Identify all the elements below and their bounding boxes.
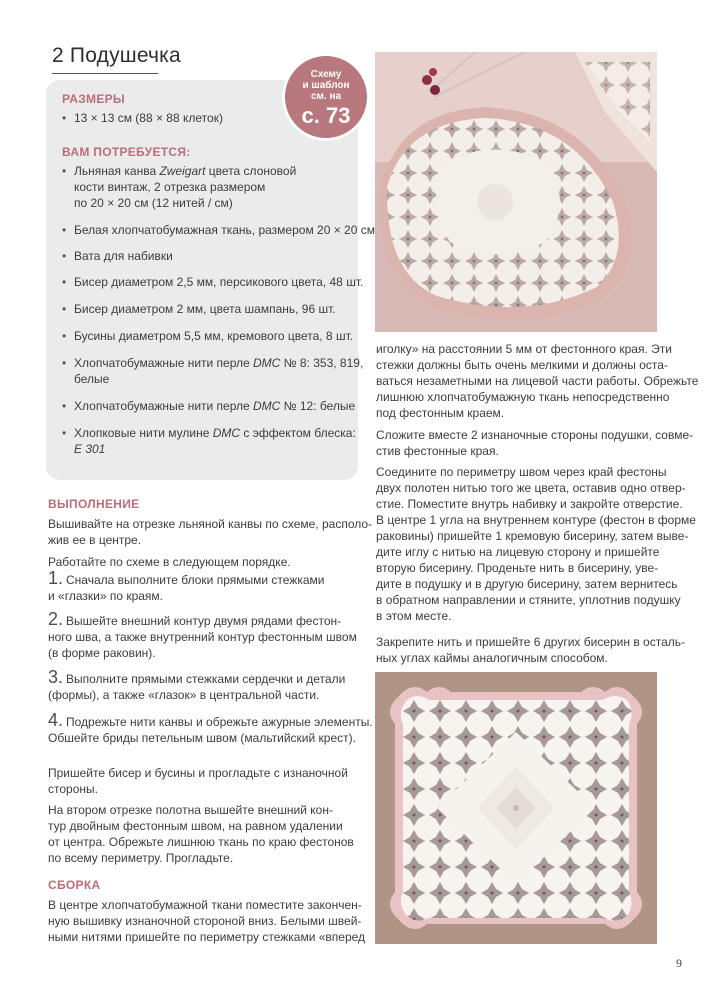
text-line: Обшейте бриды петельным швом (мальтийский крест).: [48, 731, 356, 745]
material-item: [62, 163, 296, 211]
material-text: с эффектом блеска:: [240, 426, 356, 440]
sizes-heading: РАЗМЕРЫ: [62, 92, 125, 106]
step-2: [48, 611, 357, 661]
text-line: (в форме раковин).: [48, 646, 156, 660]
material-text: по 20 × 20 см (12 нитей / см): [74, 196, 233, 210]
text-line: лишнюю хлопчатобумажную ткань непосредственно: [376, 390, 670, 404]
execution-intro: [48, 516, 372, 548]
material-item: [62, 425, 356, 457]
text-line: под фестонным краем.: [376, 406, 505, 420]
text-line: дите иглу с нитью на лицевую сторону и пришейте: [376, 545, 660, 559]
text-line: двух полотен нитью того же цвета, оставив одно отвер-: [376, 481, 686, 495]
page-number: 9: [676, 956, 682, 970]
badge-page: с. 73: [301, 103, 351, 128]
text-line: стороны.: [48, 782, 98, 796]
text-line: Сложите вместе 2 изнаночные стороны подушки, совме-: [376, 428, 694, 442]
material-item: • Вата для набивки: [62, 248, 173, 264]
title-underline: [52, 73, 158, 74]
text-line: в этом месте.: [376, 609, 452, 623]
assembly-heading: СБОРКА: [48, 878, 101, 892]
text-line: Сначала выполните блоки прямыми стежками: [66, 573, 325, 587]
material-text: белые: [74, 372, 110, 386]
materials-heading: ВАМ ПОТРЕБУЕТСЯ:: [62, 145, 191, 159]
badge-line: Схему: [310, 69, 342, 80]
text-line: по всему периметру. Прогладьте.: [48, 851, 234, 865]
step-4: [48, 712, 373, 746]
material-item: • Бисер диаметром 2 мм, цвета шампань, 96 шт.: [62, 301, 336, 317]
right-paragraph-3: [376, 464, 696, 624]
sizes-item: • 13 × 13 см (88 × 88 клеток): [62, 110, 223, 126]
badge-line: см. на: [310, 91, 342, 102]
material-text: кости винтаж, 2 отрезка размером: [74, 180, 266, 194]
text-line: тур двойным фестонным швом, на равном удалении: [48, 819, 343, 833]
brand-name: DMC: [212, 426, 241, 440]
badge-line: и шаблон: [302, 80, 350, 91]
beads-paragraph: [48, 765, 348, 797]
second-piece-paragraph: [48, 802, 354, 866]
pincushion-photo: [375, 52, 657, 332]
text-line: стие. Поместите внутрь набивку и закройте отверстие.: [376, 497, 683, 511]
text-line: Вышивайте на отрезке льняной канвы по схеме, располо-: [48, 517, 373, 531]
text-line: Пришейте бисер и бусины и прогладьте с изнаночной: [48, 766, 348, 780]
text-line: дите в подушку и в другую бисерину, затем вернитесь: [376, 577, 678, 591]
text-line: Подрежьте нити канвы и обрежьте ажурные элементы.: [66, 715, 373, 729]
text-line: в обратном направлении и стяните, уплотнив подушку: [376, 593, 681, 607]
step-number: 1.: [48, 568, 64, 588]
right-paragraph-2: [376, 427, 693, 459]
text-line: от центра. Обрежьте лишнюю ткань по краю фестонов: [48, 835, 354, 849]
text-line: В центре 1 угла на внутреннем контуре (фестон в форме: [376, 513, 696, 527]
text-line: Выполните прямыми стежками сердечки и детали: [66, 672, 346, 686]
text-line: ваться незаметными на лицевой части работы. Обрежьте: [376, 374, 699, 388]
text-line: Закрепите нить и пришейте 6 других бисерин в осталь-: [376, 635, 686, 649]
page-title: 2 Подушечка: [52, 44, 181, 67]
step-number: 3.: [48, 667, 64, 687]
material-text: № 12: белые: [280, 399, 356, 413]
brand-name: Zweigart: [159, 164, 206, 178]
step-1: [48, 570, 324, 604]
material-text: № 8: 353, 819,: [280, 356, 364, 370]
right-paragraph-4: [376, 634, 685, 666]
step-number: 4.: [48, 710, 64, 730]
embroidery-photo: [375, 672, 657, 944]
text-line: ную вышивку изнаночной стороной вниз. Белыми швей-: [48, 914, 362, 928]
material-text: E 301: [74, 442, 106, 456]
text-line: стив фестонные края.: [376, 444, 499, 458]
text-line: иголку» на расстоянии 5 мм от фестонного края. Эти: [376, 342, 672, 356]
brand-name: DMC: [253, 356, 281, 370]
text-line: ного шва, а также внутренний контур фестонным швом: [48, 630, 357, 644]
assembly-paragraph: [48, 897, 365, 945]
scheme-reference-badge: [282, 53, 370, 141]
text-line: и «глазки» по краям.: [48, 589, 164, 603]
text-line: Соедините по периметру швом через край фестоны: [376, 465, 667, 479]
execution-heading: ВЫПОЛНЕНИЕ: [48, 497, 140, 511]
brand-name: DMC: [253, 399, 281, 413]
material-item: [62, 398, 355, 414]
material-item: [62, 355, 363, 387]
text-line: раковины) пришейте 1 кремовую бисерину, затем выве-: [376, 529, 689, 543]
material-text: Хлопчатобумажные нити перле: [74, 356, 254, 370]
step-number: 2.: [48, 609, 64, 629]
text-line: (формы), а также «глазок» в центральной части.: [48, 688, 320, 702]
material-text: Хлопковые нити мулине: [74, 426, 213, 440]
text-line: В центре хлопчатобумажной ткани поместите закончен-: [48, 898, 362, 912]
step-3: [48, 669, 345, 703]
execution-order: Работайте по схеме в следующем порядке.: [48, 555, 291, 569]
material-text: Хлопчатобумажные нити перле: [74, 399, 254, 413]
material-item: • Бусины диаметром 5,5 мм, кремового цвета, 8 шт.: [62, 328, 353, 344]
material-item: • Бисер диаметром 2,5 мм, персикового цвета, 48 шт.: [62, 274, 363, 290]
text-line: вторую бисерину. Проденьте нить в бисерину, уве-: [376, 561, 659, 575]
right-paragraph-1: [376, 341, 698, 421]
text-line: стежки должны быть очень мелкими и должны оста-: [376, 358, 668, 372]
material-item: • Белая хлопчатобумажная ткань, размером 20 × 20 см: [62, 222, 375, 238]
text-line: жив ее в центре.: [48, 533, 142, 547]
material-text: цвета слоновой: [205, 164, 297, 178]
text-line: ных углах каймы аналогичным способом.: [376, 651, 608, 665]
text-line: ными нитями пришейте по периметру стежками «вперед: [48, 930, 366, 944]
text-line: На втором отрезке полотна вышейте внешний кон-: [48, 803, 333, 817]
material-text: Льняная канва: [74, 164, 160, 178]
text-line: Вышейте внешний контур двумя рядами фестон-: [66, 614, 342, 628]
